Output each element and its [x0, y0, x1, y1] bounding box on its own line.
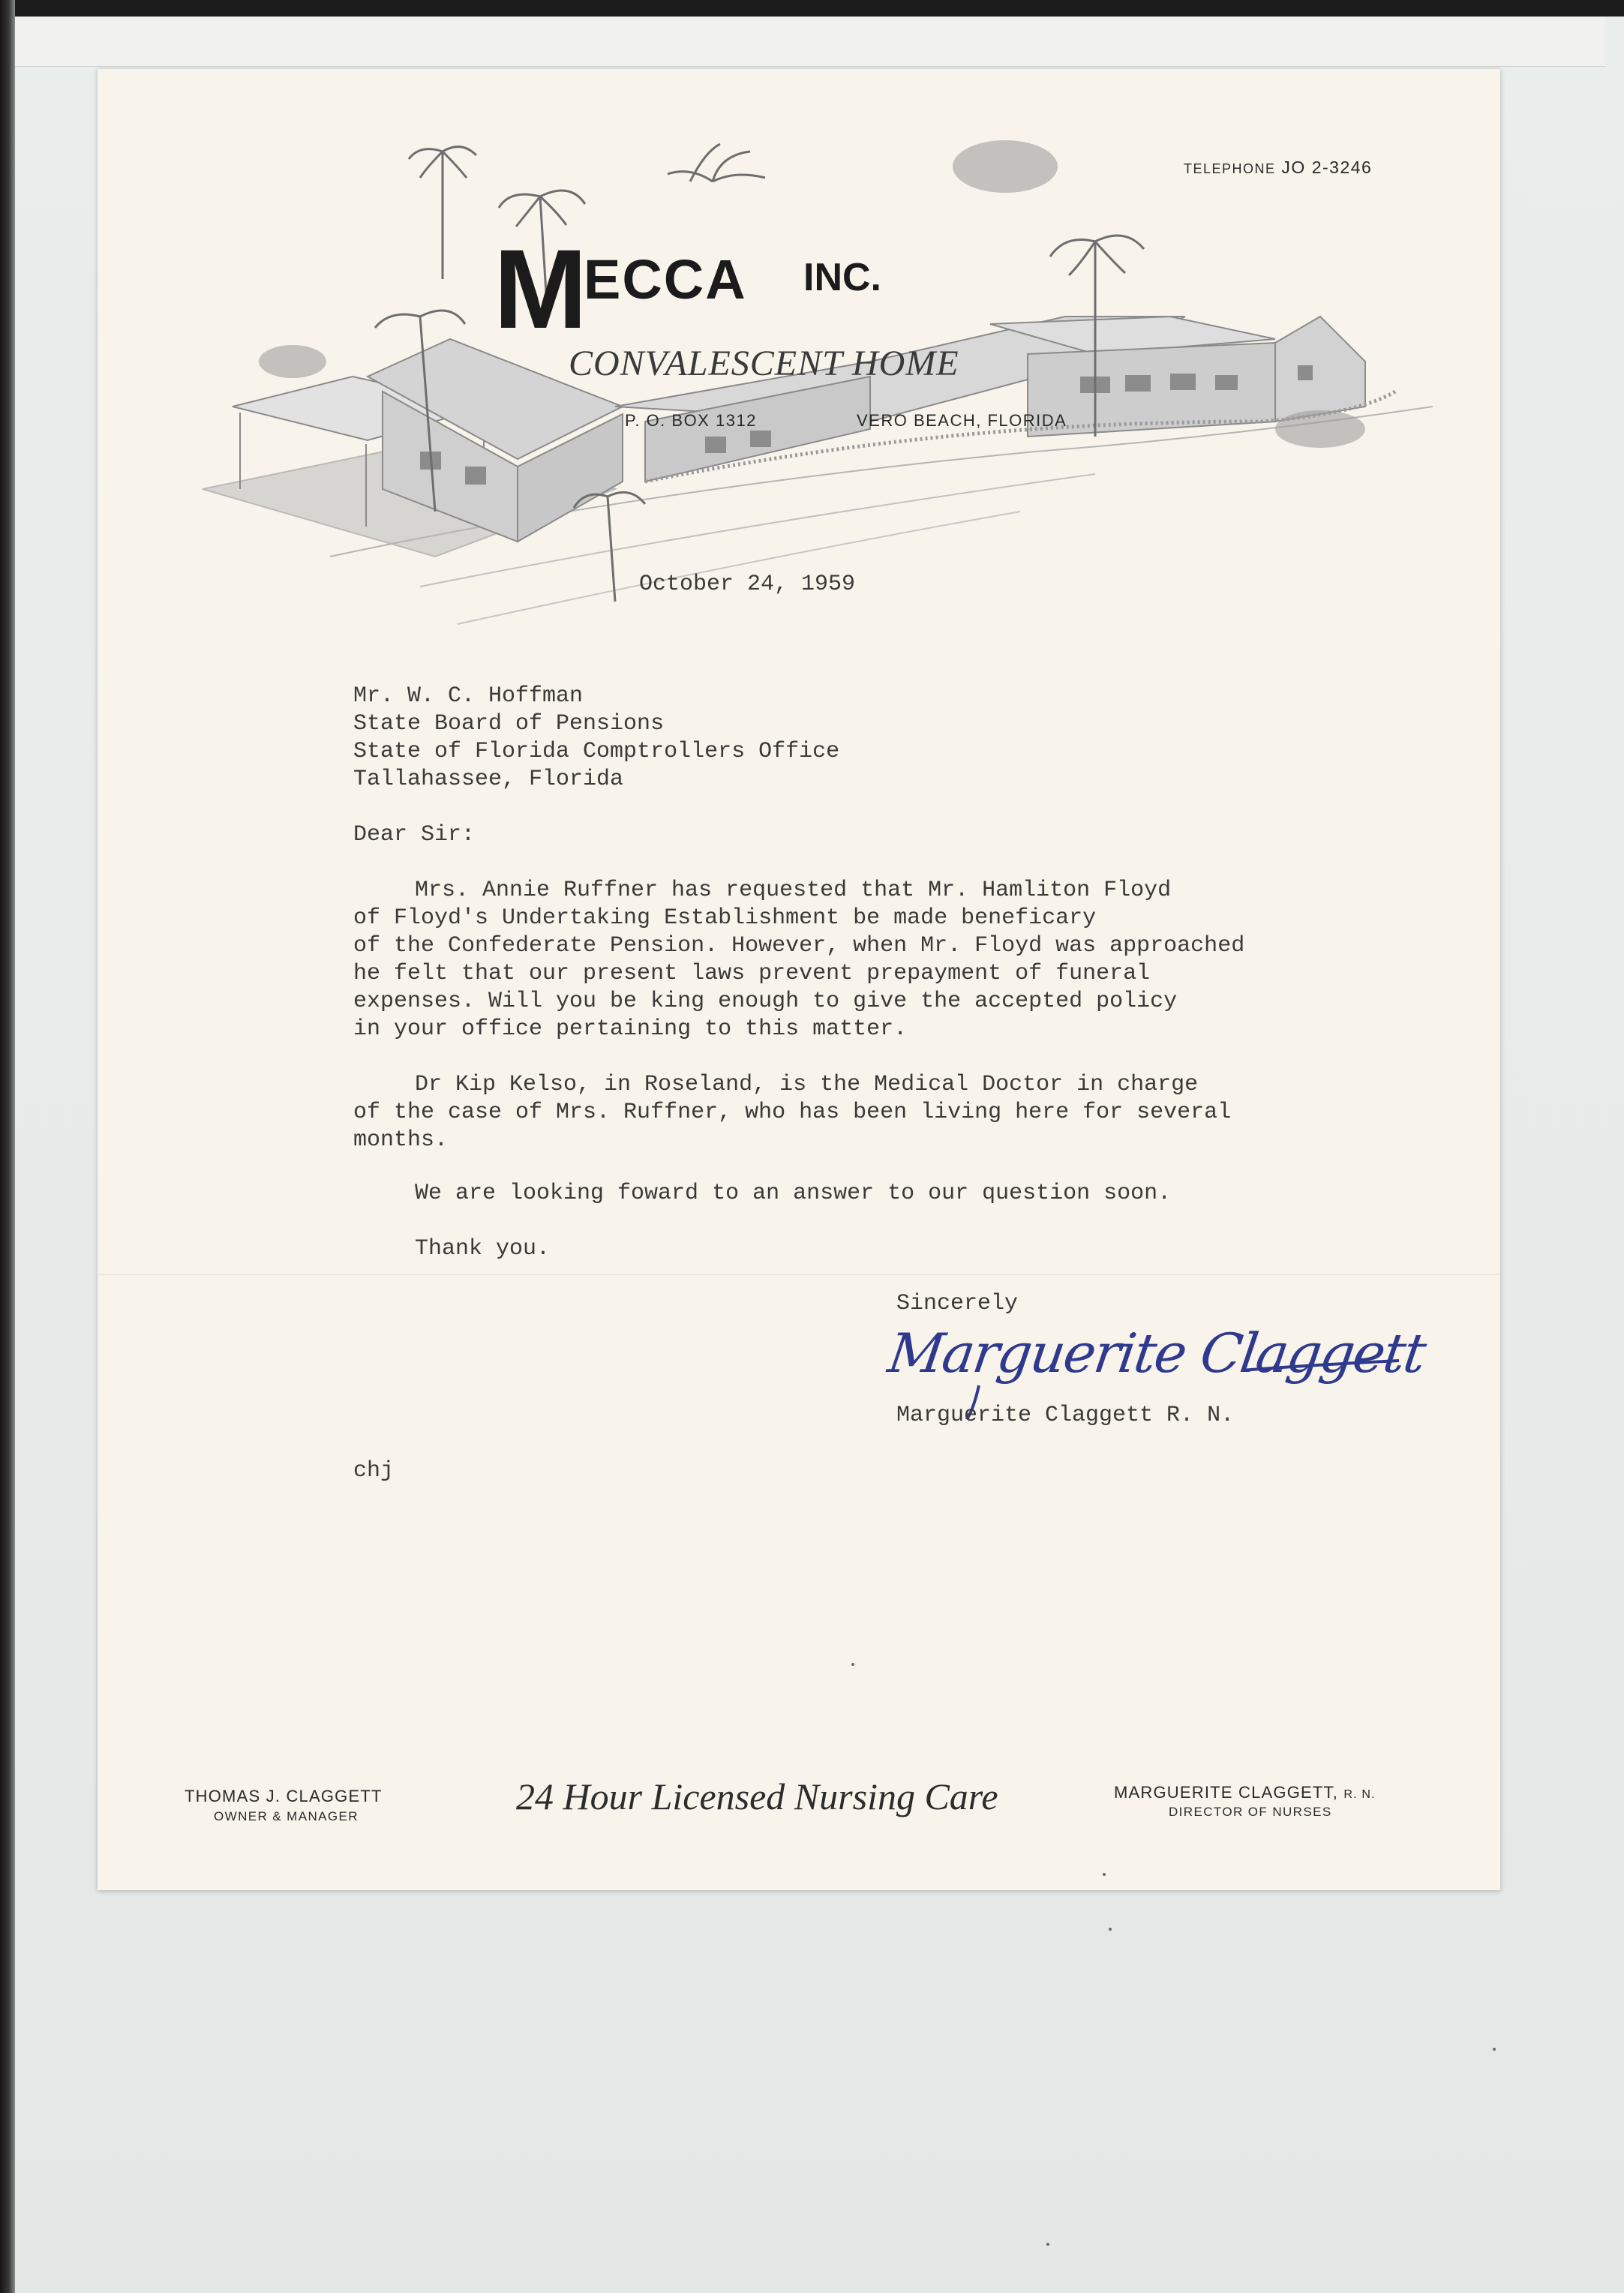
paper-speck: [851, 1663, 854, 1666]
scanner-left-edge: [0, 0, 15, 2293]
address-line: Tallahassee, Florida: [353, 767, 624, 792]
paper-fold-line: [98, 1274, 1500, 1275]
salutation: Dear Sir:: [353, 822, 476, 848]
paragraph-line: months.: [353, 1127, 449, 1153]
paragraph-line: of Floyd's Undertaking Establishment be made beneficary: [353, 905, 1097, 931]
paragraph-line: Thank you.: [415, 1236, 551, 1262]
paper-speck: [1103, 1873, 1106, 1876]
footer-slogan: 24 Hour Licensed Nursing Care: [516, 1775, 998, 1817]
paragraph-line: Dr Kip Kelso, in Roseland, is the Medical Doctor in charge: [415, 1072, 1199, 1097]
footer-owner-name: THOMAS J. CLAGGETT: [185, 1787, 383, 1805]
paragraph-line: expenses. Will you be king enough to give the accepted policy: [353, 989, 1178, 1014]
letterhead-subtitle: CONVALESCENT HOME: [569, 344, 959, 383]
closing: Sincerely: [896, 1291, 1019, 1316]
logo-suffix: INC.: [803, 256, 881, 299]
building-illustration: [195, 137, 1500, 632]
letter-page: [98, 69, 1500, 1890]
address-line: State Board of Pensions: [353, 711, 665, 737]
paragraph-line: in your office pertaining to this matter.: [353, 1016, 908, 1042]
footer-director-name: [1114, 1783, 1376, 1802]
scan-speck: [1046, 2243, 1049, 2246]
director-name: MARGUERITE CLAGGETT,: [1114, 1783, 1339, 1802]
scan-speck: [1109, 1928, 1112, 1931]
footer-director-title: DIRECTOR OF NURSES: [1169, 1805, 1332, 1819]
footer-owner-title: OWNER & MANAGER: [214, 1809, 359, 1823]
telephone-label: TELEPHONE: [1184, 161, 1276, 176]
address-line: Mr. W. C. Hoffman: [353, 683, 584, 709]
signature-text: Marguerite Claggett: [884, 1322, 1429, 1385]
paragraph-line: he felt that our present laws prevent prepayment of funeral: [353, 961, 1151, 986]
scanner-top-strip: [15, 17, 1605, 67]
letter-date: October 24, 1959: [639, 572, 856, 597]
director-credential: R. N.: [1343, 1788, 1376, 1801]
paragraph-line: of the case of Mrs. Ruffner, who has been living here for several: [353, 1100, 1232, 1125]
scanner-top-edge: [0, 0, 1624, 17]
telephone-number: JO 2-3246: [1281, 158, 1373, 177]
paragraph-line: of the Confederate Pension. However, when Mr. Floyd was approached: [353, 933, 1245, 959]
paragraph-line: Mrs. Annie Ruffner has requested that Mr. Hamliton Floyd: [415, 878, 1172, 903]
address-line: State of Florida Comptrollers Office: [353, 739, 840, 764]
logo-name: ECCA: [584, 248, 747, 311]
logo-initial: M: [494, 226, 584, 352]
signer-typed-name: Marguerite Claggett R. N.: [896, 1403, 1235, 1428]
scan-speck: [1493, 2048, 1496, 2051]
typist-initials: chj: [353, 1458, 395, 1484]
letterhead-po-box: P. O. BOX 1312: [625, 411, 757, 430]
letterhead-location: VERO BEACH, FLORIDA: [857, 411, 1067, 430]
paragraph-line: We are looking foward to an answer to our question soon.: [415, 1181, 1172, 1206]
